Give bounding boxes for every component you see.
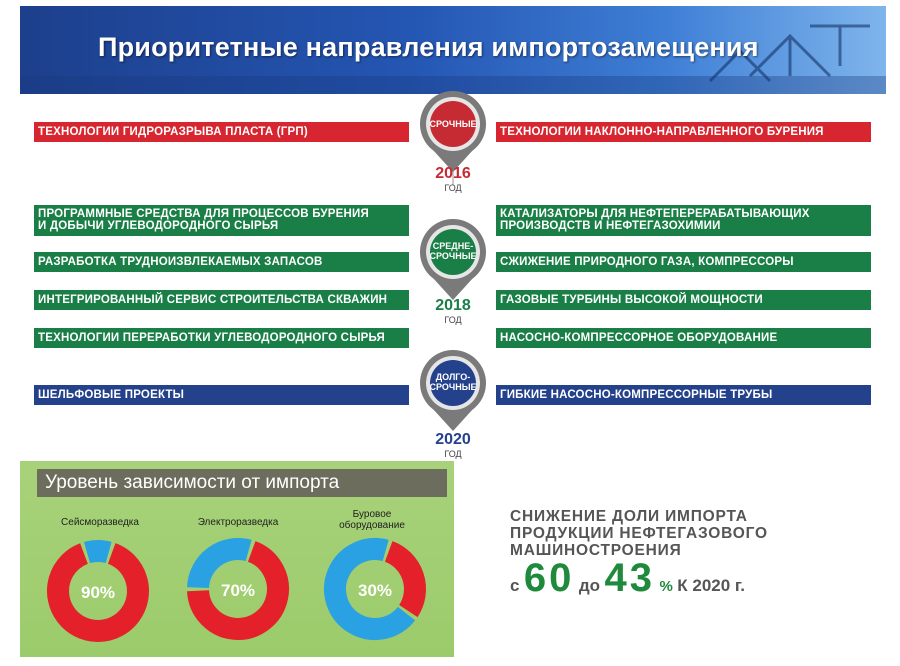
pin-label-long-l1: ДОЛГО-	[435, 372, 471, 382]
item-well-service: ИНТЕГРИРОВАННЫЙ СЕРВИС СТРОИТЕЛЬСТВА СКВАЖИН	[34, 290, 409, 310]
item-drilling-software-l2: И ДОБЫЧИ УГЛЕВОДОРОДНОГО СЫРЬЯ	[38, 220, 279, 232]
pin-label-mid-l1: СРЕДНЕ-	[432, 241, 474, 251]
summary-line-3: МАШИНОСТРОЕНИЯ	[510, 542, 682, 559]
item-lng-compressors: СЖИЖЕНИЕ ПРИРОДНОГО ГАЗА, КОМПРЕССОРЫ	[496, 252, 871, 272]
item-directional-drilling: ТЕХНОЛОГИИ НАКЛОННО-НАПРАВЛЕННОГО БУРЕНИЯ	[496, 122, 871, 142]
year-2016: 2016	[435, 165, 471, 182]
donut-domestic-segment	[87, 551, 109, 553]
pin-label-long	[423, 372, 483, 392]
summary-line-1: СНИЖЕНИЕ ДОЛИ ИМПОРТА	[510, 508, 748, 525]
item-hard-to-recover: РАЗРАБОТКА ТРУДНОИЗВЛЕКАЕМЫХ ЗАПАСОВ	[34, 252, 409, 272]
pin-label-mid-l2: СРОЧНЫЕ	[429, 251, 477, 261]
item-hydraulic-fracturing: ТЕХНОЛОГИИ ГИДРОРАЗРЫВА ПЛАСТА (ГРП)	[34, 122, 409, 142]
summary-from-word: с	[510, 576, 520, 595]
item-catalysts	[496, 205, 871, 236]
pin-urgent	[420, 91, 486, 172]
donut-label-drilling-l1: Буровое	[352, 509, 392, 520]
year-unit-2018: ГОД	[444, 315, 462, 325]
summary-from-value: 60	[523, 556, 575, 600]
donut-value-label: 90%	[80, 583, 116, 602]
item-catalysts-l2: ПРОИЗВОДСТВ И НЕФТЕГАЗОХИМИИ	[500, 220, 721, 232]
donut-value-label: 70%	[220, 581, 256, 600]
item-flexible-tubing: ГИБКИЕ НАСОСНО-КОМПРЕССОРНЫЕ ТРУБЫ	[496, 385, 871, 405]
item-gas-turbines: ГАЗОВЫЕ ТУРБИНЫ ВЫСОКОЙ МОЩНОСТИ	[496, 290, 871, 310]
pin-label-mid	[423, 241, 483, 261]
summary-to-word: до	[578, 576, 601, 595]
year-2020: 2020	[435, 431, 471, 448]
donut-value-label: 30%	[357, 581, 393, 600]
dependency-title: Уровень зависимости от импорта	[37, 469, 447, 497]
summary-target: К 2020 г.	[677, 576, 746, 595]
page-title: Приоритетные направления импортозамещения	[98, 32, 759, 62]
year-unit-2016: ГОД	[444, 183, 462, 193]
pin-label-urgent: СРОЧНЫЕ	[429, 119, 477, 129]
donut-charts	[20, 461, 454, 657]
summary-to-value: 43	[604, 556, 656, 600]
summary-figures	[510, 556, 745, 601]
donut-label-seismic: Сейсморазведка	[61, 517, 139, 528]
year-unit-2020: ГОД	[444, 449, 462, 459]
donut-label-drilling-l2: оборудование	[339, 520, 405, 531]
import-reduction-summary	[510, 508, 890, 600]
pin-label-long-l2: СРОЧНЫЕ	[429, 382, 477, 392]
donut-import-segment	[389, 551, 415, 611]
item-pump-equipment: НАСОСНО-КОМПРЕССОРНОЕ ОБОРУДОВАНИЕ	[496, 328, 871, 348]
summary-unit: %	[659, 578, 673, 595]
item-offshore: ШЕЛЬФОВЫЕ ПРОЕКТЫ	[34, 385, 409, 405]
item-catalysts-l1: КАТАЛИЗАТОРЫ ДЛЯ НЕФТЕПЕРЕРАБАТЫВАЮЩИХ	[500, 208, 810, 220]
summary-line-2: ПРОДУКЦИИ НЕФТЕГАЗОВОГО	[510, 525, 768, 542]
item-drilling-software-l1: ПРОГРАММНЫЕ СРЕДСТВА ДЛЯ ПРОЦЕССОВ БУРЕНИЯ	[38, 208, 369, 220]
dependency-panel	[20, 461, 454, 657]
year-2018: 2018	[435, 297, 471, 314]
item-drilling-software	[34, 205, 409, 236]
item-processing-tech: ТЕХНОЛОГИИ ПЕРЕРАБОТКИ УГЛЕВОДОРОДНОГО СЫРЬЯ	[34, 328, 409, 348]
donut-label-electro: Электроразведка	[197, 517, 279, 528]
